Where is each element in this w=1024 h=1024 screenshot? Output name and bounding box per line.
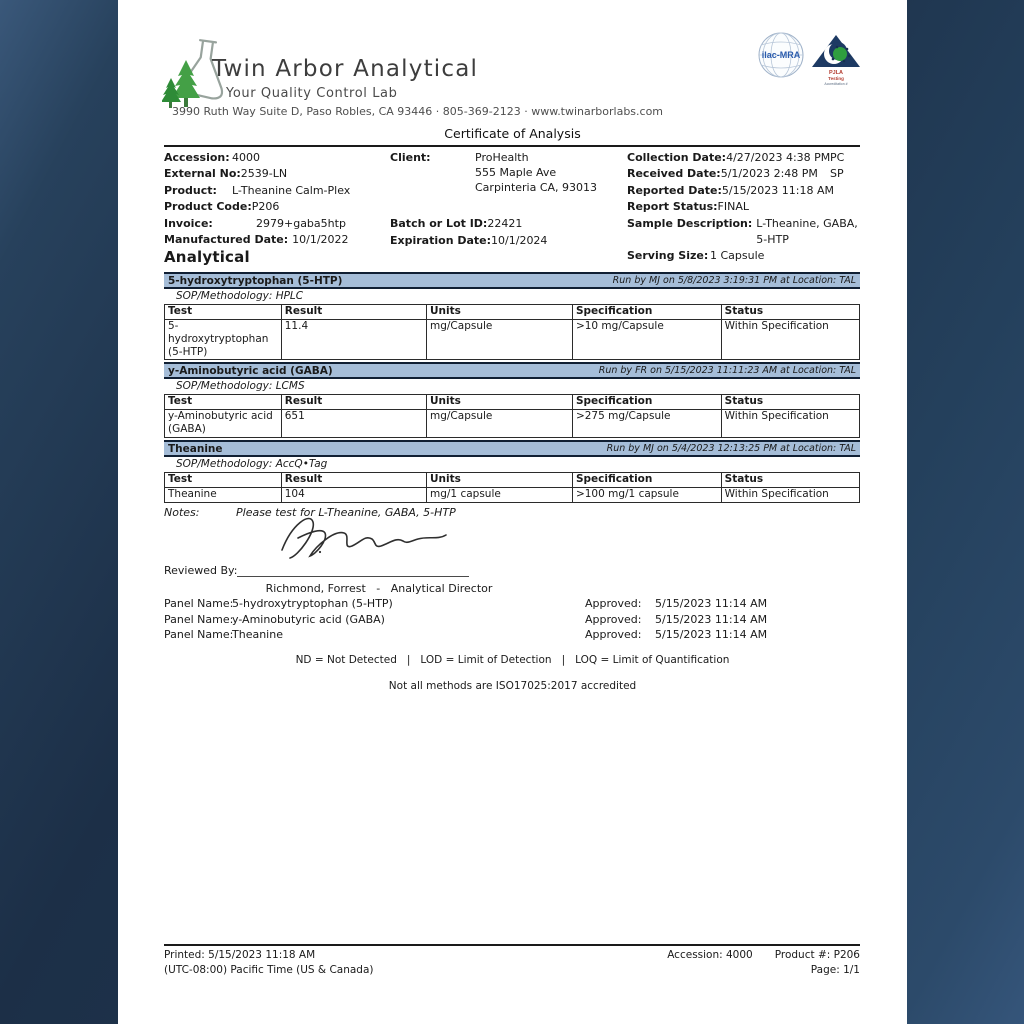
field-label: Reported Date: xyxy=(627,183,722,197)
field-label: Report Status: xyxy=(627,200,718,214)
approved-label: Approved: xyxy=(585,612,642,626)
footer-right xyxy=(667,948,860,978)
info-client-column xyxy=(390,150,625,249)
field-value: FINAL xyxy=(717,200,749,214)
panel-sop: SOP/Methodology: AccQ•Tag xyxy=(176,458,328,470)
field-label: Manufactured Date: xyxy=(164,233,289,247)
field-value: 5/15/2023 11:18 AM xyxy=(721,183,835,197)
col-units: Units xyxy=(427,395,573,410)
info-row-received-date xyxy=(627,166,860,182)
panel-banner xyxy=(164,272,860,289)
info-row-expiration xyxy=(390,233,625,249)
field-value: L-Theanine Calm-Plex xyxy=(232,183,351,197)
field-label: Accession: xyxy=(164,151,230,164)
col-status: Status xyxy=(721,305,859,320)
initials-tag: SP xyxy=(830,167,844,181)
col-test: Test xyxy=(165,473,282,488)
reviewed-by-label: Reviewed By: xyxy=(164,564,238,577)
timezone-note: (UTC-08:00) Pacific Time (US & Canada) xyxy=(164,964,374,976)
field-value: 10/1/2022 xyxy=(292,233,349,247)
info-left-column xyxy=(164,150,389,248)
certificate-page xyxy=(118,0,907,1024)
panel-sop: SOP/Methodology: LCMS xyxy=(176,380,305,392)
results-table xyxy=(164,394,860,438)
footer-ids xyxy=(667,948,860,963)
cell-result: 651 xyxy=(281,410,426,438)
field-value: 1 Capsule xyxy=(710,249,765,263)
ilac-mra-logo-icon xyxy=(754,31,808,81)
approval-row xyxy=(164,597,860,613)
approved-label: Approved: xyxy=(585,628,642,642)
info-row-external-no xyxy=(164,166,389,182)
col-result: Result xyxy=(281,473,426,488)
approved-label: Approved: xyxy=(585,597,642,610)
cell-result: 11.4 xyxy=(281,320,426,360)
reviewed-by-row xyxy=(164,564,469,577)
table-header-row xyxy=(165,305,860,320)
panel-approvals xyxy=(164,597,860,644)
cell-specification: >275 mg/Capsule xyxy=(572,410,721,438)
panel-name-value: 5-hydroxytryptophan (5-HTP) xyxy=(232,597,393,610)
approved-date: 5/15/2023 11:14 AM xyxy=(655,628,768,642)
field-label: External No: xyxy=(164,167,241,181)
col-specification: Specification xyxy=(572,473,721,488)
signature-image xyxy=(268,506,468,568)
col-test: Test xyxy=(165,395,282,410)
info-row-client xyxy=(390,150,625,166)
table-row xyxy=(165,488,860,503)
panel-name-label: Panel Name: xyxy=(164,628,234,642)
field-label: Product: xyxy=(164,183,217,197)
company-address: 3990 Ruth Way Suite D, Paso Robles, CA 93446 · 805-369-2123 · www.twinarborlabs.com xyxy=(172,105,664,118)
approved-date: 5/15/2023 11:14 AM xyxy=(655,612,768,626)
cell-specification: >100 mg/1 capsule xyxy=(572,488,721,503)
table-header-row xyxy=(165,395,860,410)
panel-name: 5-hydroxytryptophan (5-HTP) xyxy=(168,274,343,287)
field-label: Batch or Lot ID: xyxy=(390,217,488,231)
field-label: Expiration Date: xyxy=(390,233,492,247)
client-name: ProHealth xyxy=(475,151,529,164)
info-row-batch xyxy=(390,216,625,232)
col-specification: Specification xyxy=(572,305,721,320)
field-value: 22421 xyxy=(487,217,523,231)
svg-text:Testing: Testing xyxy=(828,76,844,81)
field-label: Received Date: xyxy=(627,167,721,181)
cell-units: mg/Capsule xyxy=(427,410,573,438)
initials-tag: PC xyxy=(830,151,845,164)
info-row-manufactured-date xyxy=(164,232,389,248)
analytical-heading: Analytical xyxy=(164,248,250,266)
col-result: Result xyxy=(281,395,426,410)
info-row-invoice xyxy=(164,216,389,232)
cell-test: 5-hydroxytryptophan (5-HTP) xyxy=(165,320,282,360)
info-row-serving-size xyxy=(627,248,860,264)
field-label: Sample Description: xyxy=(627,216,753,230)
panel-sop: SOP/Methodology: HPLC xyxy=(176,290,304,302)
col-status: Status xyxy=(721,473,859,488)
analytical-panels xyxy=(164,272,860,519)
panel-name: Theanine xyxy=(168,442,223,455)
cell-status: Within Specification xyxy=(721,488,859,503)
field-value: 4000 xyxy=(232,151,260,164)
approval-row xyxy=(164,628,860,644)
col-units: Units xyxy=(427,473,573,488)
analysis-panel-theanine xyxy=(164,440,860,503)
field-value: 2539-LN xyxy=(240,167,288,181)
field-label: Serving Size: xyxy=(627,249,709,263)
field-label: Product Code: xyxy=(164,200,252,214)
cell-status: Within Specification xyxy=(721,410,859,438)
client-address-line1: 555 Maple Ave xyxy=(475,166,557,180)
panel-run-info: Run by MJ on 5/4/2023 12:13:25 PM at Location: TAL xyxy=(606,443,856,454)
document-title: Certificate of Analysis xyxy=(444,126,581,141)
field-value: P206 xyxy=(251,200,280,214)
col-test: Test xyxy=(165,305,282,320)
cell-test: y-Aminobutyric acid (GABA) xyxy=(165,410,282,438)
col-units: Units xyxy=(427,305,573,320)
svg-text:Accreditation #: Accreditation # xyxy=(824,82,848,86)
footer-accession: Accession: 4000 xyxy=(667,949,753,961)
table-header-row xyxy=(165,473,860,488)
panel-banner xyxy=(164,362,860,379)
panel-run-info: Run by MJ on 5/8/2023 3:19:31 PM at Location: TAL xyxy=(612,275,856,286)
signature-line xyxy=(237,564,469,577)
panel-banner xyxy=(164,440,860,457)
analysis-panel-gaba xyxy=(164,362,860,438)
panel-run-info: Run by FR on 5/15/2023 11:11:23 AM at Location: TAL xyxy=(598,365,856,376)
approval-row xyxy=(164,613,860,629)
info-row-collection-date xyxy=(627,150,860,166)
approved-date: 5/15/2023 11:14 AM xyxy=(655,597,768,610)
cell-units: mg/1 capsule xyxy=(427,488,573,503)
info-row-product-code xyxy=(164,199,389,215)
notes-label: Notes: xyxy=(164,506,200,519)
panel-name-value: y-Aminobutyric acid (GABA) xyxy=(232,612,385,626)
field-value: L-Theanine, GABA, 5-HTP xyxy=(756,216,858,247)
panel-name: y-Aminobutyric acid (GABA) xyxy=(168,364,333,377)
field-value: 10/1/2024 xyxy=(491,233,548,247)
field-value: 2979+gaba5htp xyxy=(256,216,346,230)
svg-text:ilac-MRA: ilac-MRA xyxy=(761,50,801,60)
printed-timestamp: Printed: 5/15/2023 11:18 AM xyxy=(164,949,316,961)
notes-text: Please test for L-Theanine, GABA, 5-HTP xyxy=(236,506,456,519)
col-specification: Specification xyxy=(572,395,721,410)
info-row-reported-date xyxy=(627,183,860,199)
accreditation-note: Not all methods are ISO17025:2017 accredited xyxy=(388,680,637,692)
footer-product: Product #: P206 xyxy=(774,949,860,961)
panel-name-value: Theanine xyxy=(232,628,283,642)
table-row xyxy=(165,320,860,360)
footer-left xyxy=(164,948,374,978)
company-name: Twin Arbor Analytical xyxy=(212,56,479,82)
results-table xyxy=(164,304,860,360)
abbreviation-legend: ND = Not Detected | LOD = Limit of Detection | LOQ = Limit of Quantification xyxy=(295,654,730,666)
field-label: Collection Date: xyxy=(627,151,727,164)
page-footer xyxy=(164,944,860,978)
footer-page-number: Page: 1/1 xyxy=(810,964,860,976)
info-row-sample-description xyxy=(627,216,860,249)
info-right-column xyxy=(627,150,860,265)
cell-specification: >10 mg/Capsule xyxy=(572,320,721,360)
cell-test: Theanine xyxy=(165,488,282,503)
field-label: Invoice: xyxy=(164,216,213,230)
field-label: Client: xyxy=(390,151,431,164)
analysis-panel-5htp xyxy=(164,272,860,360)
panel-name-label: Panel Name: xyxy=(164,612,234,626)
company-tagline: Your Quality Control Lab xyxy=(226,86,398,101)
client-address-line2: Carpinteria CA, 93013 xyxy=(475,180,598,194)
table-row xyxy=(165,410,860,438)
field-value: 4/27/2023 4:38 PM xyxy=(726,151,831,164)
col-result: Result xyxy=(281,305,426,320)
info-row-product xyxy=(164,183,389,199)
info-row-report-status xyxy=(627,199,860,215)
cell-units: mg/Capsule xyxy=(427,320,573,360)
panel-name-label: Panel Name: xyxy=(164,597,234,610)
reviewer-name-title: Richmond, Forrest - Analytical Director xyxy=(265,582,493,595)
pjla-logo-icon xyxy=(809,33,863,87)
cell-status: Within Specification xyxy=(721,320,859,360)
col-status: Status xyxy=(721,395,859,410)
field-value: 5/1/2023 2:48 PM xyxy=(720,167,818,181)
svg-text:PJLA: PJLA xyxy=(828,70,844,76)
info-row-accession xyxy=(164,150,389,166)
spacer xyxy=(390,195,625,216)
results-table xyxy=(164,472,860,503)
cell-result: 104 xyxy=(281,488,426,503)
